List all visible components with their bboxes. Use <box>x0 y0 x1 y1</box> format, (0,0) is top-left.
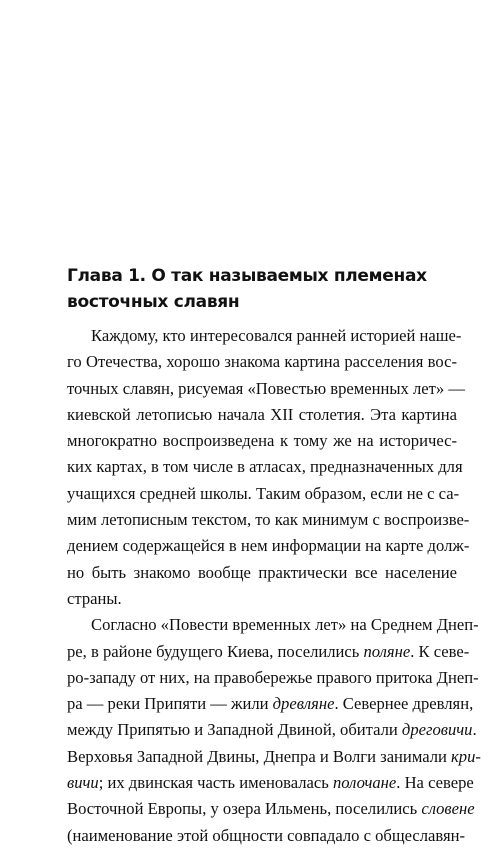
text-segment: дением содержащейся в нем информации на карте долж- <box>67 536 470 556</box>
italic-term: словене <box>421 799 475 819</box>
text-segment: многократно воспроизведена к тому же на историчес- <box>67 431 457 451</box>
text-segment: Согласно «Повести временных лет» на Среднем Днеп- <box>91 615 479 635</box>
text-segment: Восточной Европы, у озера Ильмень, поселились <box>67 799 422 819</box>
text-line <box>67 796 475 822</box>
text-segment: точных славян, рисуемая «Повестью временных лет» — <box>67 378 465 398</box>
text-line <box>67 586 457 612</box>
text-line <box>67 402 457 428</box>
text-segment: . Севернее древлян, <box>334 694 474 714</box>
text-segment: . <box>472 720 477 740</box>
text-line <box>67 376 465 402</box>
text-segment: мим летописным текстом, то как минимум с воспроизве- <box>67 510 470 530</box>
text-line <box>67 533 470 559</box>
text-segment: ра — реки Припяти — жили <box>67 694 273 714</box>
text-line <box>67 823 466 849</box>
text-line <box>67 770 474 796</box>
text-line <box>67 507 470 533</box>
italic-term: полочане <box>332 773 397 793</box>
text-line <box>67 560 457 586</box>
text-line <box>67 691 474 717</box>
text-segment: страны. <box>67 588 122 608</box>
text-segment: . На севере <box>396 773 474 793</box>
text-segment: Каждому, кто интересовался ранней историей наше- <box>91 326 462 345</box>
text-line <box>67 323 462 349</box>
italic-term: поляне <box>363 641 411 661</box>
text-segment: между Припятью и Западной Двиной, обитали <box>67 720 402 740</box>
chapter-title-line: Глава 1. О так называемых племенах <box>67 266 427 286</box>
text-line <box>67 349 457 375</box>
paragraph <box>67 612 481 849</box>
text-segment: но быть знакомо вообще практически все население <box>67 562 457 582</box>
text-segment: киевской летописью начала XII столетия. Эта картина <box>67 404 457 424</box>
text-line <box>67 454 463 480</box>
text-segment: ких картах, в том числе в атласах, предназначенных для <box>67 457 463 477</box>
text-line <box>67 717 477 743</box>
text-line <box>67 612 479 638</box>
text-segment: ; их двинская часть именовалась <box>98 773 333 793</box>
text-line <box>67 744 481 770</box>
text-line <box>67 481 460 507</box>
chapter-title-line: восточных славян <box>67 292 240 312</box>
text-segment: ро-западу от них, на правобережье правого притока Днеп- <box>67 667 479 687</box>
chapter-title <box>67 263 467 315</box>
body-text <box>67 323 481 849</box>
text-segment: учащихся средней школы. Таким образом, если не с са- <box>67 483 460 503</box>
text-line <box>67 639 470 665</box>
paragraph <box>67 323 470 612</box>
text-segment: Верховья Западной Двины, Днепра и Волги занимали <box>67 746 452 766</box>
italic-term: кри- <box>451 746 481 766</box>
text-line <box>67 428 457 454</box>
italic-term: вичи <box>67 773 99 793</box>
text-segment: (наименование этой общности совпадало с общеславян- <box>67 825 466 845</box>
text-segment: го Отечества, хорошо знакома картина расселения вос- <box>67 352 457 372</box>
italic-term: дреговичи <box>401 720 473 740</box>
text-segment: ре, в районе будущего Киева, поселились <box>67 641 364 661</box>
italic-term: древляне <box>272 694 335 714</box>
text-segment: . К севе- <box>410 641 470 661</box>
text-line <box>67 665 479 691</box>
